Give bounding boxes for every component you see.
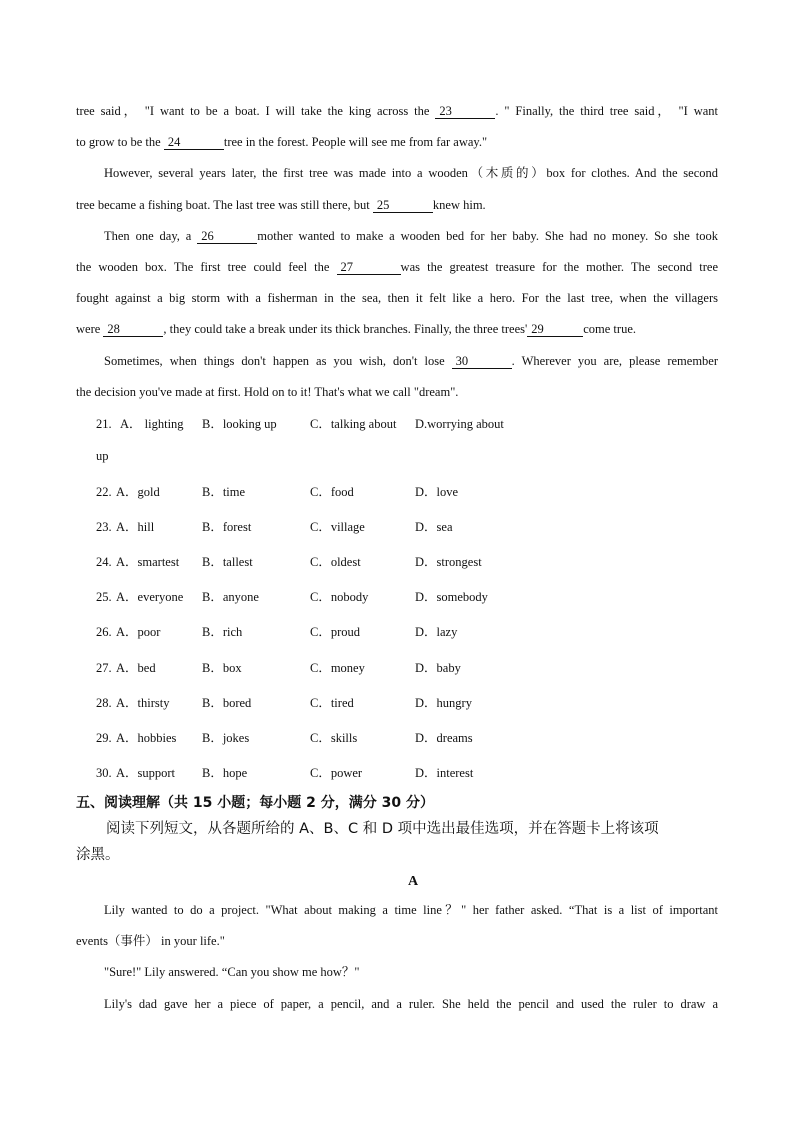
passage-text: knew him. <box>432 198 486 212</box>
option-b[interactable]: B．time <box>202 485 246 499</box>
blank-30: 30 <box>452 354 512 369</box>
option-a[interactable]: A．gold <box>116 485 160 499</box>
reading-line-4 <box>104 996 718 1012</box>
question-number: 27. <box>96 661 112 675</box>
instructions-line-1: 阅读下列短文，从各题所给的 A、B、C 和 D 项中选出最佳选项，并在答题卡上将该项 <box>106 821 659 837</box>
option-c[interactable]: C．skills <box>310 731 358 745</box>
reading-text: Lily wanted to do a project. "What about making a time line？" her father asked. “That is a list of important <box>104 903 718 917</box>
option-d[interactable]: D．baby <box>415 661 461 675</box>
option-c[interactable]: C．oldest <box>310 555 361 569</box>
passage-text: Then one day, a <box>104 229 198 243</box>
blank-24: 24 <box>164 135 224 150</box>
passage-line-6 <box>76 259 718 275</box>
passage-line-7 <box>76 290 718 306</box>
blank-26: 26 <box>197 229 257 244</box>
option-d[interactable]: D．somebody <box>415 590 488 604</box>
option-c[interactable]: C．nobody <box>310 590 369 604</box>
passage-line-10 <box>76 384 718 400</box>
option-a[interactable]: A．everyone <box>116 590 184 604</box>
passage-text: fought against a big storm with a fisherman in the sea, then it felt like a hero. For the last tree, when the villagers <box>76 291 718 305</box>
passage-text: the decision you've made at first. Hold on to it! That's what we call "dream". <box>76 385 459 399</box>
reading-line-3 <box>104 964 718 980</box>
option-d[interactable]: D．dreams <box>415 731 473 745</box>
passage-text: tree became a fishing boat. The last tree was still there, but <box>76 198 373 212</box>
option-c[interactable]: C．food <box>310 485 354 499</box>
part-label: A <box>407 874 419 889</box>
option-a[interactable]: A．bed <box>116 661 156 675</box>
passage-line-9 <box>104 353 718 369</box>
option-b[interactable]: B．anyone <box>202 590 259 604</box>
option-c[interactable]: C．money <box>310 661 365 675</box>
passage-text: However, several years later, the first tree was made into a wooden（木质的）box for clothes. And the second <box>104 166 718 180</box>
option-a[interactable]: A．support <box>116 766 176 780</box>
reading-text: events（事件） in your life." <box>76 934 225 948</box>
option-a[interactable]: A．hobbies <box>116 731 177 745</box>
passage-text: the wooden box. The first tree could feel the <box>76 260 337 274</box>
passage-text: were <box>76 322 104 336</box>
question-number: 29. <box>96 731 112 745</box>
question-number: 22. <box>96 485 112 499</box>
option-c[interactable]: C．proud <box>310 625 361 639</box>
option-d[interactable]: D．sea <box>415 520 453 534</box>
passage-text: to grow to be the <box>76 135 164 149</box>
question-number: 23. <box>96 520 112 534</box>
option-b[interactable]: B．jokes <box>202 731 250 745</box>
passage-text: mother wanted to make a wooden bed for her baby. She had no money. So she took <box>257 229 718 243</box>
passage-text: Sometimes, when things don't happen as you wish, don't lose <box>104 354 452 368</box>
reading-line-1 <box>104 902 718 918</box>
option-d[interactable]: D．lazy <box>415 625 458 639</box>
option-d[interactable]: D．love <box>415 485 459 499</box>
blank-23: 23 <box>435 104 495 119</box>
passage-text: . " Finally, the third tree said， "I want <box>495 104 718 118</box>
blank-28: 28 <box>103 322 163 337</box>
passage-line-4 <box>76 197 718 213</box>
question-number: 21. <box>96 417 112 431</box>
passage-line-1 <box>76 103 718 119</box>
passage-text: was the greatest treasure for the mother. The second tree <box>400 260 718 274</box>
passage-text: tree in the forest. People will see me from far away." <box>223 135 488 149</box>
blank-27: 27 <box>337 260 401 275</box>
reading-line-2 <box>76 933 718 949</box>
option-b[interactable]: B．looking up <box>202 417 277 431</box>
blank-29: 29 <box>527 322 583 337</box>
passage-line-8 <box>76 321 718 337</box>
option-a[interactable]: A．poor <box>116 625 161 639</box>
question-number: 26. <box>96 625 112 639</box>
passage-line-5 <box>104 228 718 244</box>
option-b[interactable]: B．tallest <box>202 555 253 569</box>
instructions-line-2: 涂黑。 <box>76 847 120 863</box>
option-a[interactable]: A．hill <box>116 520 155 534</box>
reading-text: Lily's dad gave her a piece of paper, a pencil, and a ruler. She held the pencil and used the ruler to draw a <box>104 997 718 1011</box>
option-a[interactable]: A． lighting <box>120 417 184 431</box>
passage-line-2 <box>76 134 718 150</box>
passage-text: come true. <box>583 322 636 336</box>
passage-text: , they could take a break under its thick branches. Finally, the three trees' <box>163 322 528 336</box>
option-d[interactable]: D．interest <box>415 766 474 780</box>
question-number: 30. <box>96 766 112 780</box>
option-a[interactable]: A．smartest <box>116 555 180 569</box>
option-c[interactable]: C．talking about <box>310 417 397 431</box>
option-wrap-text: up <box>96 449 109 463</box>
option-c[interactable]: C．power <box>310 766 363 780</box>
option-c[interactable]: C．village <box>310 520 365 534</box>
section-heading: 五、阅读理解（共 15 小题；每小题 2 分，满分 30 分） <box>76 795 434 811</box>
option-a[interactable]: A．thirsty <box>116 696 170 710</box>
option-c[interactable]: C．tired <box>310 696 354 710</box>
option-d[interactable]: D．strongest <box>415 555 482 569</box>
question-number: 25. <box>96 590 112 604</box>
option-b[interactable]: B．box <box>202 661 242 675</box>
option-d[interactable]: D.worrying about <box>415 417 504 431</box>
passage-line-3 <box>104 165 718 181</box>
question-number: 24. <box>96 555 112 569</box>
reading-text: "Sure!" Lily answered. “Can you show me how？" <box>104 965 360 979</box>
passage-text: tree said， "I want to be a boat. I will take the king across the <box>76 104 436 118</box>
option-b[interactable]: B．rich <box>202 625 243 639</box>
passage-text: . Wherever you are, please remember <box>511 354 718 368</box>
option-d[interactable]: D．hungry <box>415 696 472 710</box>
question-number: 28. <box>96 696 112 710</box>
option-b[interactable]: B．forest <box>202 520 252 534</box>
blank-25: 25 <box>373 198 433 213</box>
option-b[interactable]: B．bored <box>202 696 252 710</box>
option-b[interactable]: B．hope <box>202 766 248 780</box>
